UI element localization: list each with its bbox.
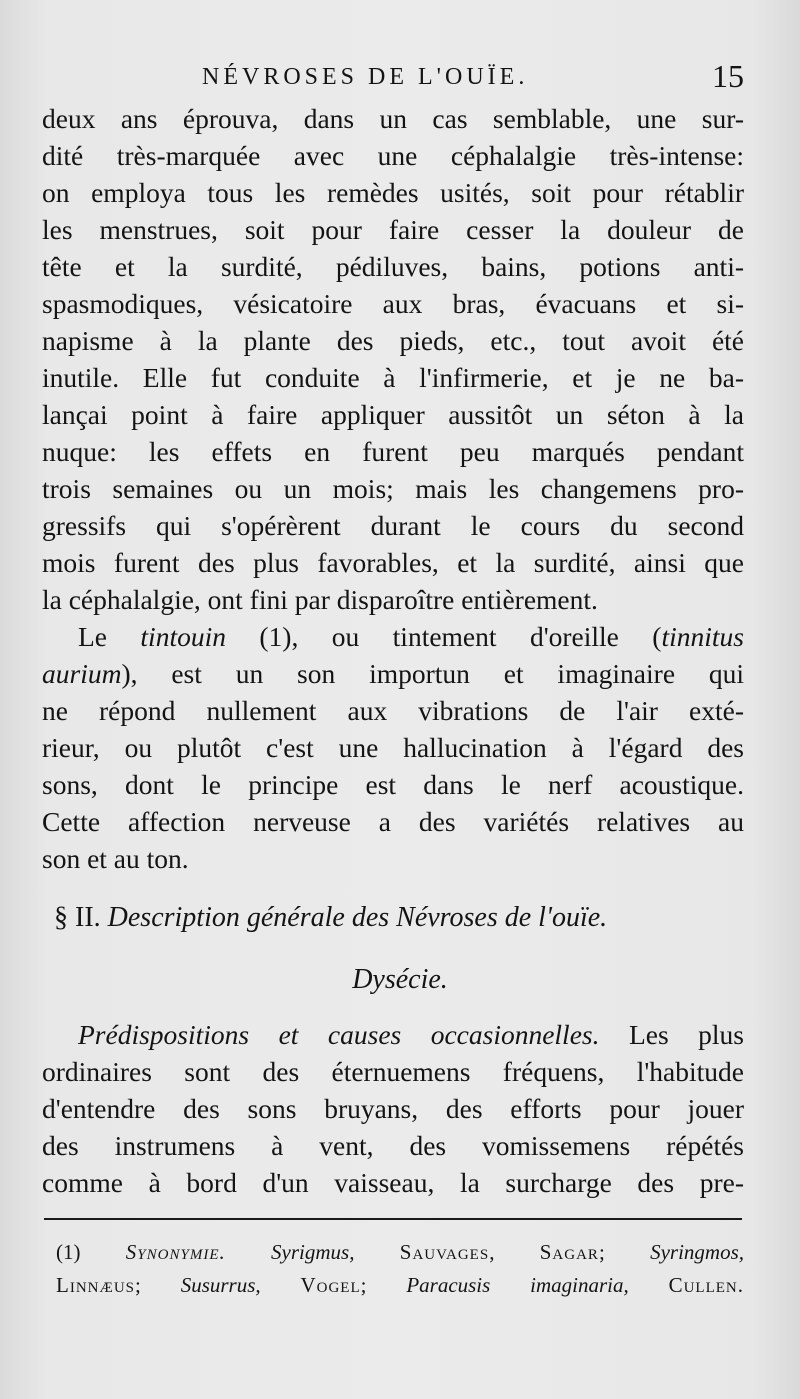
text-line: ordinaires sont des éternuemens fréquens, l'habitude bbox=[42, 1056, 744, 1087]
running-head: NÉVROSES DE L'OUÏE. bbox=[202, 64, 529, 90]
text-line: d'entendre des sons bruyans, des efforts pour jouer bbox=[42, 1093, 744, 1124]
text-line: les menstrues, soit pour faire cesser la douleur de bbox=[42, 214, 744, 245]
footnote-number: (1) bbox=[56, 1240, 126, 1264]
text-line: nuque: les effets en furent peu marqués pendant bbox=[42, 436, 744, 467]
synonym: Syrigmus, bbox=[225, 1240, 400, 1264]
paragraph-tintouin bbox=[42, 618, 744, 877]
footnote bbox=[56, 1236, 744, 1302]
term-tintouin: tintouin bbox=[140, 621, 226, 652]
author-name: Sagar bbox=[539, 1240, 599, 1264]
text-line: sons, dont le principe est dans le nerf acoustique. bbox=[42, 769, 744, 800]
footnote-rule bbox=[44, 1218, 742, 1220]
text-line: mois furent des plus favorables, et la surdité, ainsi que bbox=[42, 547, 744, 578]
separator: , bbox=[489, 1240, 540, 1264]
text-line: deux ans éprouva, dans un cas semblable, une sur- bbox=[42, 103, 744, 134]
text-line: gressifs qui s'opérèrent durant le cours du second bbox=[42, 510, 744, 541]
paragraph-dysecie bbox=[42, 1016, 744, 1201]
text-line: tête et la surdité, pédiluves, bains, potions anti- bbox=[42, 251, 744, 282]
synonym: Paracusis imaginaria, bbox=[406, 1273, 669, 1297]
text-line: Cette affection nerveuse a des variétés relatives au bbox=[42, 806, 744, 837]
author-name: Vogel bbox=[300, 1273, 361, 1297]
text-line: ne répond nullement aux vibrations de l'air exté- bbox=[42, 695, 744, 726]
synonym: Syringmos, bbox=[650, 1240, 744, 1264]
text-line bbox=[42, 1016, 744, 1053]
text-line: trois semaines ou un mois; mais les changemens pro- bbox=[42, 473, 744, 504]
separator: ; bbox=[135, 1273, 181, 1297]
lead-phrase: Prédispositions et causes occasionnelles. bbox=[78, 1019, 600, 1050]
text-line: spasmodiques, vésicatoire aux bras, évacuans et si- bbox=[42, 288, 744, 319]
text-line: dité très-marquée avec une céphalalgie très-intense: bbox=[42, 140, 744, 171]
footnote-line bbox=[56, 1236, 744, 1269]
separator: ; bbox=[360, 1273, 407, 1297]
section-mark: § II. bbox=[54, 902, 101, 933]
text-run: (1), ou tintement d'oreille ( bbox=[225, 621, 662, 652]
text-line: on employa tous les remèdes usités, soit pour rétablir bbox=[42, 177, 744, 208]
subheading: Dysécie. bbox=[352, 964, 448, 995]
author-name: Cullen. bbox=[668, 1273, 745, 1297]
paragraph-continued bbox=[42, 100, 744, 618]
text-run: Le bbox=[78, 621, 141, 652]
text-line: des instrumens à vent, des vomissemens répétés bbox=[42, 1130, 744, 1161]
text-line: comme à bord d'un vaisseau, la surcharge des pre- bbox=[42, 1167, 744, 1198]
footnote-line bbox=[56, 1269, 744, 1302]
author-name: Linnæus bbox=[56, 1273, 135, 1297]
latin-term: tinnitus bbox=[661, 621, 744, 652]
text-line: napisme à la plante des pieds, etc., tout avoit été bbox=[42, 325, 744, 356]
page-number: 15 bbox=[712, 58, 744, 94]
text-line: inutile. Elle fut conduite à l'infirmerie, et je ne ba- bbox=[42, 362, 744, 393]
text-line: son et au ton. bbox=[42, 843, 189, 874]
page-header bbox=[42, 58, 744, 98]
text-line bbox=[42, 618, 744, 655]
text-line: rieur, ou plutôt c'est une hallucination à l'égard des bbox=[42, 732, 744, 763]
text-line bbox=[42, 655, 744, 692]
separator: ; bbox=[598, 1240, 651, 1264]
section-heading bbox=[54, 902, 744, 934]
text-run: ), est un son importun et imaginaire qui bbox=[121, 658, 744, 689]
body-text bbox=[42, 100, 744, 877]
text-line: la céphalalgie, ont fini par disparoître entièrement. bbox=[42, 584, 598, 615]
synonym: Susurrus, bbox=[180, 1273, 301, 1297]
text-run: Les plus bbox=[599, 1019, 744, 1050]
text-line: lançai point à faire appliquer aussitôt un séton à la bbox=[42, 399, 744, 430]
footnote-label: Synonymie. bbox=[125, 1240, 226, 1264]
latin-term: aurium bbox=[42, 658, 122, 689]
author-name: Sauvages bbox=[399, 1240, 490, 1264]
section-title: Description générale des Névroses de l'ouïe. bbox=[107, 902, 608, 933]
